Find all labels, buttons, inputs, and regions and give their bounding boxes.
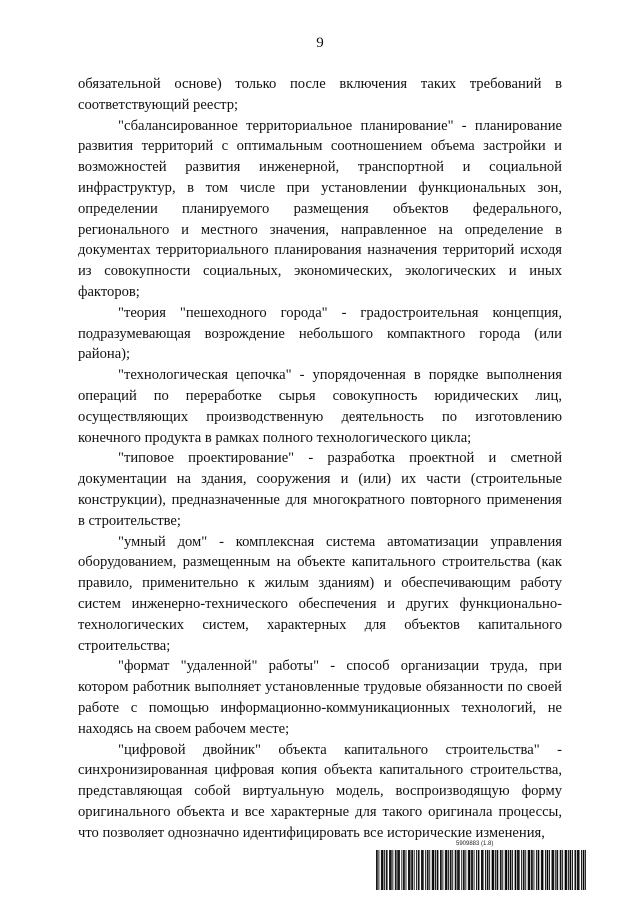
barcode-block	[376, 841, 586, 891]
barcode-code-text: 5909883 (1.8)	[456, 841, 494, 847]
paragraph-continuation: обязательной основе) только после включения таких требований в соответствующий реестр;	[78, 76, 562, 113]
paragraph-remote-work: "формат "удаленной" работы" - способ организации труда, при котором работник выполняет установленные трудовые обязанности по своей работе с помощью информационно-коммуникационных технологий, не находясь на своем рабочем месте;	[78, 658, 562, 737]
paragraph-typical-design: "типовое проектирование" - разработка проектной и сметной документации на здания, сооружения и (или) их части (строительные конструкции), предназначенные для многократного повторного применения в строительстве;	[78, 450, 562, 529]
document-body	[78, 74, 562, 843]
paragraph-balanced-planning: "сбалансированное территориальное планирование" - планирование развития территорий с оптимальным соотношением объема застройки и возможностей развития инженерной, транспортной и социальной инфраструктур, в том числе при установлении функциональных зон, определении планируемого размещения объектов федерального, регионального и местного значения, направленное на определение в документах территориального планирования назначения территорий исходя из совокупности социальных, экономических, экологических и иных факторов;	[78, 117, 562, 300]
paragraph-digital-twin: "цифровой двойник" объекта капитального строительства" - синхронизированная цифровая копия объекта капитального строительства, представляющая собой виртуальную модель, воспроизводящую форму оригинального объекта и все характерные для такого оригинала процессы, что позволяет однозначно идентифицировать все исторические изменения,	[78, 741, 562, 841]
barcode-icon	[376, 850, 586, 890]
paragraph-technological-chain: "технологическая цепочка" - упорядоченная в порядке выполнения операций по переработке сырья совокупность юридических лиц, осуществляющих производственную деятельность по изготовлению конечного продукта в рамках полного технологического цикла;	[78, 367, 562, 446]
paragraph-smart-home: "умный дом" - комплексная система автоматизации управления оборудованием, размещенным на объекте капитального строительства (как правило, применительно к жилым зданиям) и обеспечивающим работу систем инженерно-технического обеспечения и других функционально-технологических систем, характерных для объектов капитального строительства;	[78, 533, 562, 654]
paragraph-pedestrian-city: "теория "пешеходного города" - градостроительная концепция, подразумевающая возрождение небольшого компактного города (или района);	[78, 304, 562, 363]
page-number: 9	[316, 35, 324, 51]
